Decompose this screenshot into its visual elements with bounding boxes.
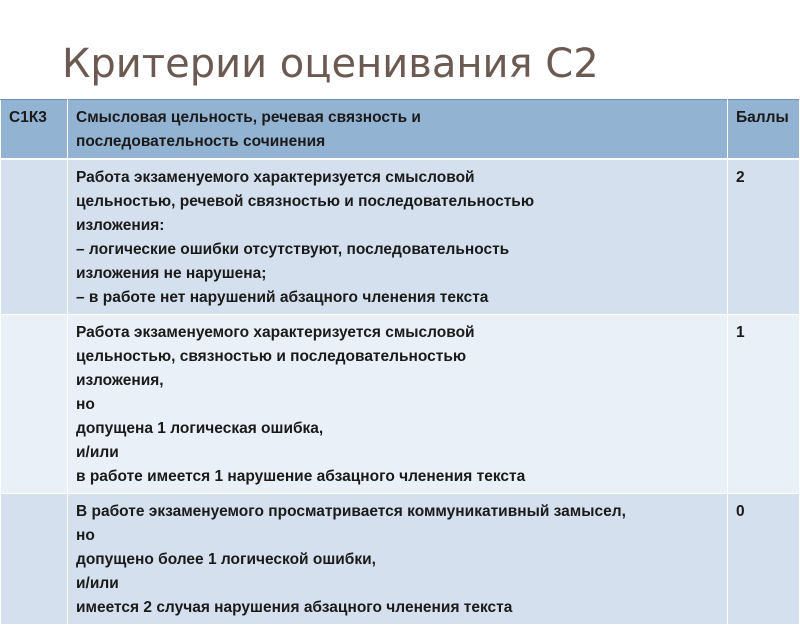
header-score-cell: Баллы <box>728 100 800 160</box>
row-code-cell <box>1 494 68 625</box>
row-code-cell <box>1 159 68 315</box>
row-score-cell: 2 <box>728 159 800 315</box>
row-description-cell: В работе экзаменуемого просматривается коммуникативный замысел, но допущено более 1 логической ошибки, и/или имеется 2 случая нарушения абзацного членения текста <box>68 494 728 625</box>
table-header-row <box>1 100 800 160</box>
slide-title: Критерии оценивания С2 <box>62 41 599 87</box>
row-description-cell: Работа экзаменуемого характеризуется смысловой цельностью, связностью и последовательностью изложения, но допущена 1 логическая ошибка, и/или в работе имеется 1 нарушение абзацного членения текста <box>68 315 728 494</box>
header-code-cell: С1К3 <box>1 100 68 160</box>
row-description-cell: Работа экзаменуемого характеризуется смысловой цельностью, речевой связностью и последовательностью изложения: – логические ошибки отсутствуют, последовательность изложения не нарушена; – в работе нет нарушений абзацного членения текста <box>68 159 728 315</box>
row-score-cell: 0 <box>728 494 800 625</box>
row-score-cell: 1 <box>728 315 800 494</box>
row-code-cell <box>1 315 68 494</box>
table-row <box>1 159 800 315</box>
criteria-table <box>0 99 800 625</box>
header-description-cell: Смысловая цельность, речевая связность и последовательность сочинения <box>68 100 728 160</box>
table-row <box>1 315 800 494</box>
table-row <box>1 494 800 625</box>
